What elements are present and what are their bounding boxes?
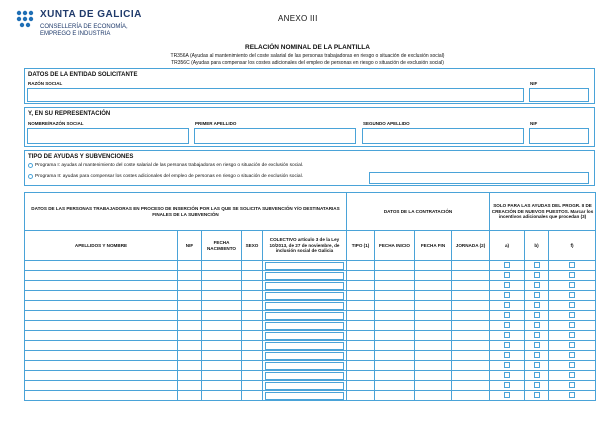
collective-field[interactable] bbox=[265, 392, 344, 400]
cell-type[interactable] bbox=[347, 261, 375, 271]
table-row bbox=[25, 351, 596, 361]
cell-collective[interactable] bbox=[263, 311, 347, 321]
incentive-checkbox-a[interactable] bbox=[504, 282, 510, 288]
org-title: XUNTA DE GALICIA bbox=[40, 9, 142, 20]
collective-field[interactable] bbox=[265, 342, 344, 350]
cell-collective[interactable] bbox=[263, 261, 347, 271]
cell-start[interactable] bbox=[375, 321, 415, 331]
cell-type[interactable] bbox=[347, 341, 375, 351]
cell-day[interactable] bbox=[452, 341, 490, 351]
incentive-checkbox-f[interactable] bbox=[569, 292, 575, 298]
representation-section bbox=[24, 107, 595, 147]
cell-day[interactable] bbox=[452, 361, 490, 371]
collective-field[interactable] bbox=[265, 272, 344, 280]
cell-start[interactable] bbox=[375, 281, 415, 291]
cell-type[interactable] bbox=[347, 321, 375, 331]
rep-surname2-label: SEGUNDO APELLIDO bbox=[363, 121, 410, 126]
table-row bbox=[25, 381, 596, 391]
cell-start[interactable] bbox=[375, 311, 415, 321]
cell-a[interactable] bbox=[490, 331, 525, 341]
cell-collective[interactable] bbox=[263, 301, 347, 311]
cell-start[interactable] bbox=[375, 261, 415, 271]
cell-sex[interactable] bbox=[242, 341, 263, 351]
cell-birth[interactable] bbox=[202, 291, 242, 301]
cell-birth[interactable] bbox=[202, 271, 242, 281]
cell-nif[interactable] bbox=[178, 261, 202, 271]
cell-nif[interactable] bbox=[178, 281, 202, 291]
org-subtitle bbox=[40, 24, 128, 38]
org-sub-line2: EMPREGO E INDUSTRIA bbox=[40, 31, 111, 37]
cell-name[interactable] bbox=[25, 341, 178, 351]
cell-b[interactable] bbox=[525, 291, 549, 301]
cell-day[interactable] bbox=[452, 391, 490, 401]
cell-end[interactable] bbox=[415, 301, 452, 311]
radio-option-2[interactable] bbox=[28, 174, 33, 179]
cell-nif[interactable] bbox=[178, 321, 202, 331]
incentive-checkbox-a[interactable] bbox=[504, 292, 510, 298]
cell-end[interactable] bbox=[415, 331, 452, 341]
radio-option-1[interactable] bbox=[28, 163, 33, 168]
cell-name[interactable] bbox=[25, 331, 178, 341]
cell-end[interactable] bbox=[415, 361, 452, 371]
cell-b[interactable] bbox=[525, 361, 549, 371]
cell-name[interactable] bbox=[25, 281, 178, 291]
form-subtitle-2: TR356C (Ayudas para compensar los costes adicionales del empleo de personas en riesgo o situación de exclusión social) bbox=[171, 60, 444, 66]
cell-sex[interactable] bbox=[242, 381, 263, 391]
cell-birth[interactable] bbox=[202, 321, 242, 331]
cell-birth[interactable] bbox=[202, 301, 242, 311]
incentive-checkbox-f[interactable] bbox=[569, 362, 575, 368]
aid-option-1-label: Programa I: ayudas al mantenimiento del coste salarial de las personas trabajadoras en riesgo o situación de exclusión social. bbox=[35, 163, 304, 168]
collective-field[interactable] bbox=[265, 282, 344, 290]
cell-a[interactable] bbox=[490, 391, 525, 401]
cell-birth[interactable] bbox=[202, 341, 242, 351]
cell-sex[interactable] bbox=[242, 361, 263, 371]
cell-end[interactable] bbox=[415, 351, 452, 361]
cell-f[interactable] bbox=[549, 281, 596, 291]
cell-sex[interactable] bbox=[242, 261, 263, 271]
incentive-checkbox-b[interactable] bbox=[534, 392, 540, 398]
col-sex-header: SEXO bbox=[242, 231, 263, 261]
entity-section-title: DATOS DE LA ENTIDAD SOLICITANTE bbox=[28, 72, 138, 78]
cell-b[interactable] bbox=[525, 301, 549, 311]
aid-option-2-field[interactable] bbox=[369, 172, 589, 184]
cell-nif[interactable] bbox=[178, 311, 202, 321]
cell-f[interactable] bbox=[549, 261, 596, 271]
cell-collective[interactable] bbox=[263, 351, 347, 361]
entity-section bbox=[24, 68, 595, 104]
form-title: RELACIÓN NOMINAL DE LA PLANTILLA bbox=[245, 44, 370, 51]
cell-start[interactable] bbox=[375, 271, 415, 281]
cell-collective[interactable] bbox=[263, 271, 347, 281]
cell-a[interactable] bbox=[490, 281, 525, 291]
cell-day[interactable] bbox=[452, 301, 490, 311]
cell-type[interactable] bbox=[347, 301, 375, 311]
collective-field[interactable] bbox=[265, 332, 344, 340]
collective-field[interactable] bbox=[265, 352, 344, 360]
cell-start[interactable] bbox=[375, 291, 415, 301]
incentive-checkbox-f[interactable] bbox=[569, 312, 575, 318]
cell-end[interactable] bbox=[415, 321, 452, 331]
incentive-checkbox-a[interactable] bbox=[504, 322, 510, 328]
incentive-checkbox-b[interactable] bbox=[534, 352, 540, 358]
cell-f[interactable] bbox=[549, 341, 596, 351]
cell-sex[interactable] bbox=[242, 281, 263, 291]
cell-type[interactable] bbox=[347, 371, 375, 381]
cell-sex[interactable] bbox=[242, 291, 263, 301]
cell-b[interactable] bbox=[525, 341, 549, 351]
cell-b[interactable] bbox=[525, 391, 549, 401]
incentive-checkbox-b[interactable] bbox=[534, 382, 540, 388]
incentive-checkbox-b[interactable] bbox=[534, 362, 540, 368]
incentive-checkbox-f[interactable] bbox=[569, 282, 575, 288]
entity-name-field[interactable] bbox=[27, 88, 524, 102]
cell-type[interactable] bbox=[347, 311, 375, 321]
incentive-checkbox-f[interactable] bbox=[569, 392, 575, 398]
cell-end[interactable] bbox=[415, 391, 452, 401]
incentive-checkbox-f[interactable] bbox=[569, 272, 575, 278]
cell-start[interactable] bbox=[375, 301, 415, 311]
col-start-header: FECHA INICIO bbox=[375, 231, 415, 261]
incentive-checkbox-b[interactable] bbox=[534, 262, 540, 268]
cell-collective[interactable] bbox=[263, 341, 347, 351]
cell-type[interactable] bbox=[347, 331, 375, 341]
cell-end[interactable] bbox=[415, 281, 452, 291]
col-birth-header: FECHA NACIMIENTO bbox=[202, 231, 242, 261]
cell-end[interactable] bbox=[415, 381, 452, 391]
cell-nif[interactable] bbox=[178, 271, 202, 281]
cell-a[interactable] bbox=[490, 371, 525, 381]
cell-b[interactable] bbox=[525, 381, 549, 391]
table-row bbox=[25, 311, 596, 321]
incentive-checkbox-b[interactable] bbox=[534, 342, 540, 348]
cell-name[interactable] bbox=[25, 351, 178, 361]
rep-nif-label: NIF bbox=[530, 121, 538, 126]
cell-name[interactable] bbox=[25, 271, 178, 281]
table-row bbox=[25, 391, 596, 401]
collective-field[interactable] bbox=[265, 312, 344, 320]
incentive-checkbox-f[interactable] bbox=[569, 302, 575, 308]
cell-type[interactable] bbox=[347, 271, 375, 281]
cell-name[interactable] bbox=[25, 361, 178, 371]
rep-surname2-field[interactable] bbox=[362, 128, 524, 144]
cell-day[interactable] bbox=[452, 311, 490, 321]
cell-a[interactable] bbox=[490, 361, 525, 371]
cell-a[interactable] bbox=[490, 351, 525, 361]
cell-type[interactable] bbox=[347, 281, 375, 291]
form-subtitle-1: TR356A (Ayudas al mantenimiento del coste salarial de las personas trabajadoras en riesgo o situación de exclusión social) bbox=[170, 53, 445, 59]
cell-birth[interactable] bbox=[202, 381, 242, 391]
incentive-checkbox-f[interactable] bbox=[569, 342, 575, 348]
table-row bbox=[25, 281, 596, 291]
cell-a[interactable] bbox=[490, 271, 525, 281]
cell-a[interactable] bbox=[490, 261, 525, 271]
cell-sex[interactable] bbox=[242, 331, 263, 341]
cell-collective[interactable] bbox=[263, 361, 347, 371]
cell-nif[interactable] bbox=[178, 381, 202, 391]
cell-day[interactable] bbox=[452, 371, 490, 381]
incentive-checkbox-b[interactable] bbox=[534, 282, 540, 288]
cell-birth[interactable] bbox=[202, 361, 242, 371]
cell-day[interactable] bbox=[452, 331, 490, 341]
workers-table bbox=[24, 192, 596, 401]
cell-sex[interactable] bbox=[242, 311, 263, 321]
incentive-checkbox-b[interactable] bbox=[534, 272, 540, 278]
cell-sex[interactable] bbox=[242, 351, 263, 361]
rep-name-label: NOMBRE/RAZÓN SOCIAL bbox=[28, 121, 84, 126]
cell-day[interactable] bbox=[452, 271, 490, 281]
org-sub-line1: CONSELLERÍA DE ECONOMÍA, bbox=[40, 24, 128, 30]
cell-collective[interactable] bbox=[263, 371, 347, 381]
cell-name[interactable] bbox=[25, 391, 178, 401]
entity-nif-field[interactable] bbox=[529, 88, 589, 102]
annex-label: ANEXO III bbox=[278, 14, 318, 23]
cell-day[interactable] bbox=[452, 281, 490, 291]
cell-b[interactable] bbox=[525, 261, 549, 271]
incentive-checkbox-f[interactable] bbox=[569, 352, 575, 358]
incentive-checkbox-f[interactable] bbox=[569, 332, 575, 338]
cell-birth[interactable] bbox=[202, 311, 242, 321]
collective-field[interactable] bbox=[265, 372, 344, 380]
workers-table-body bbox=[25, 261, 596, 401]
rep-name-field[interactable] bbox=[27, 128, 189, 144]
cell-name[interactable] bbox=[25, 301, 178, 311]
incentive-checkbox-f[interactable] bbox=[569, 382, 575, 388]
cell-f[interactable] bbox=[549, 331, 596, 341]
cell-birth[interactable] bbox=[202, 261, 242, 271]
cell-name[interactable] bbox=[25, 371, 178, 381]
table-row bbox=[25, 261, 596, 271]
cell-birth[interactable] bbox=[202, 331, 242, 341]
cell-f[interactable] bbox=[549, 371, 596, 381]
xunta-emblem-icon bbox=[14, 8, 36, 30]
cell-a[interactable] bbox=[490, 311, 525, 321]
col-a-header: a) bbox=[490, 231, 525, 261]
cell-collective[interactable] bbox=[263, 281, 347, 291]
collective-field[interactable] bbox=[265, 302, 344, 310]
aid-type-section bbox=[24, 150, 595, 186]
incentive-checkbox-a[interactable] bbox=[504, 262, 510, 268]
cell-f[interactable] bbox=[549, 321, 596, 331]
cell-collective[interactable] bbox=[263, 331, 347, 341]
representation-section-title: Y, EN SU REPRESENTACIÓN bbox=[28, 111, 111, 117]
incentive-checkbox-b[interactable] bbox=[534, 322, 540, 328]
cell-b[interactable] bbox=[525, 321, 549, 331]
cell-f[interactable] bbox=[549, 291, 596, 301]
cell-b[interactable] bbox=[525, 351, 549, 361]
incentive-checkbox-a[interactable] bbox=[504, 362, 510, 368]
cell-nif[interactable] bbox=[178, 351, 202, 361]
cell-name[interactable] bbox=[25, 321, 178, 331]
collective-field[interactable] bbox=[265, 362, 344, 370]
incentive-checkbox-a[interactable] bbox=[504, 342, 510, 348]
cell-nif[interactable] bbox=[178, 391, 202, 401]
entity-nif-label: NIF bbox=[530, 81, 538, 86]
aid-option-1[interactable] bbox=[28, 163, 303, 168]
incentive-checkbox-a[interactable] bbox=[504, 352, 510, 358]
cell-a[interactable] bbox=[490, 341, 525, 351]
cell-birth[interactable] bbox=[202, 281, 242, 291]
cell-sex[interactable] bbox=[242, 301, 263, 311]
cell-name[interactable] bbox=[25, 311, 178, 321]
collective-field[interactable] bbox=[265, 322, 344, 330]
cell-end[interactable] bbox=[415, 371, 452, 381]
cell-collective[interactable] bbox=[263, 291, 347, 301]
cell-nif[interactable] bbox=[178, 301, 202, 311]
table-row bbox=[25, 361, 596, 371]
col-b-header: b) bbox=[525, 231, 549, 261]
cell-name[interactable] bbox=[25, 381, 178, 391]
incentive-checkbox-a[interactable] bbox=[504, 272, 510, 278]
aid-option-2[interactable] bbox=[28, 174, 303, 179]
cell-birth[interactable] bbox=[202, 351, 242, 361]
col-collective-header: COLECTIVO artículo 3 de la Ley 10/2013, de 27 de noviembre, de inclusión social de Galicia bbox=[263, 231, 347, 261]
table-row bbox=[25, 301, 596, 311]
cell-a[interactable] bbox=[490, 381, 525, 391]
incentive-checkbox-f[interactable] bbox=[569, 372, 575, 378]
table-row bbox=[25, 321, 596, 331]
cell-birth[interactable] bbox=[202, 371, 242, 381]
cell-a[interactable] bbox=[490, 301, 525, 311]
rep-surname1-field[interactable] bbox=[194, 128, 356, 144]
cell-b[interactable] bbox=[525, 331, 549, 341]
col-f-header: f) bbox=[549, 231, 596, 261]
table-row bbox=[25, 291, 596, 301]
entity-name-label: RAZÓN SOCIAL bbox=[28, 81, 63, 86]
cell-day[interactable] bbox=[452, 351, 490, 361]
incentive-checkbox-a[interactable] bbox=[504, 302, 510, 308]
cell-sex[interactable] bbox=[242, 371, 263, 381]
incentive-checkbox-a[interactable] bbox=[504, 312, 510, 318]
cell-day[interactable] bbox=[452, 261, 490, 271]
cell-end[interactable] bbox=[415, 261, 452, 271]
incentive-checkbox-b[interactable] bbox=[534, 372, 540, 378]
cell-start[interactable] bbox=[375, 391, 415, 401]
incentive-checkbox-a[interactable] bbox=[504, 382, 510, 388]
cell-b[interactable] bbox=[525, 281, 549, 291]
cell-birth[interactable] bbox=[202, 391, 242, 401]
cell-type[interactable] bbox=[347, 381, 375, 391]
cell-type[interactable] bbox=[347, 361, 375, 371]
incentive-checkbox-b[interactable] bbox=[534, 292, 540, 298]
cell-start[interactable] bbox=[375, 361, 415, 371]
collective-field[interactable] bbox=[265, 262, 344, 270]
cell-start[interactable] bbox=[375, 371, 415, 381]
cell-collective[interactable] bbox=[263, 381, 347, 391]
incentives-group-header: SOLO PARA LAS AYUDAS DEL PROGR. II DE CREACIÓN DE NUEVOS PUESTOS. Marcar los incentivos adicionales que procedan (3) bbox=[490, 193, 596, 231]
cell-name[interactable] bbox=[25, 261, 178, 271]
cell-nif[interactable] bbox=[178, 361, 202, 371]
cell-type[interactable] bbox=[347, 391, 375, 401]
cell-type[interactable] bbox=[347, 351, 375, 361]
cell-f[interactable] bbox=[549, 351, 596, 361]
col-name-header: APELLIDOS Y NOMBRE bbox=[25, 231, 178, 261]
cell-end[interactable] bbox=[415, 341, 452, 351]
incentive-checkbox-b[interactable] bbox=[534, 312, 540, 318]
col-day-header: JORNADA (2) bbox=[452, 231, 490, 261]
cell-nif[interactable] bbox=[178, 331, 202, 341]
table-row bbox=[25, 371, 596, 381]
cell-sex[interactable] bbox=[242, 321, 263, 331]
aid-option-2-label: Programa II: ayudas para compensar los costes adicionales del empleo de personas en riesgo o situación de exclusión social. bbox=[35, 174, 303, 179]
cell-day[interactable] bbox=[452, 381, 490, 391]
incentive-checkbox-a[interactable] bbox=[504, 372, 510, 378]
cell-sex[interactable] bbox=[242, 271, 263, 281]
cell-day[interactable] bbox=[452, 291, 490, 301]
cell-f[interactable] bbox=[549, 391, 596, 401]
rep-surname1-label: PRIMER APELLIDO bbox=[195, 121, 237, 126]
table-row bbox=[25, 271, 596, 281]
cell-start[interactable] bbox=[375, 331, 415, 341]
collective-field[interactable] bbox=[265, 292, 344, 300]
col-end-header: FECHA FIN bbox=[415, 231, 452, 261]
workers-group-header: DATOS DE LAS PERSONAS TRABAJADORAS EN PROCESO DE INSERCIÓN POR LAS QUE SE SOLICITA SUBVENCIÓN Y/O DESTINATARIAS FINALES DE LA SUBVENCIÓN bbox=[25, 193, 347, 231]
incentive-checkbox-f[interactable] bbox=[569, 262, 575, 268]
cell-type[interactable] bbox=[347, 291, 375, 301]
incentive-checkbox-b[interactable] bbox=[534, 332, 540, 338]
table-row bbox=[25, 341, 596, 351]
cell-b[interactable] bbox=[525, 311, 549, 321]
collective-field[interactable] bbox=[265, 382, 344, 390]
cell-a[interactable] bbox=[490, 321, 525, 331]
cell-f[interactable] bbox=[549, 301, 596, 311]
incentive-checkbox-b[interactable] bbox=[534, 302, 540, 308]
incentive-checkbox-a[interactable] bbox=[504, 392, 510, 398]
table-row bbox=[25, 331, 596, 341]
cell-f[interactable] bbox=[549, 271, 596, 281]
cell-f[interactable] bbox=[549, 311, 596, 321]
cell-end[interactable] bbox=[415, 311, 452, 321]
cell-day[interactable] bbox=[452, 321, 490, 331]
xunta-logo bbox=[14, 8, 142, 48]
cell-nif[interactable] bbox=[178, 341, 202, 351]
col-nif-header: NIF bbox=[178, 231, 202, 261]
cell-b[interactable] bbox=[525, 271, 549, 281]
cell-end[interactable] bbox=[415, 291, 452, 301]
cell-name[interactable] bbox=[25, 291, 178, 301]
cell-collective[interactable] bbox=[263, 391, 347, 401]
cell-collective[interactable] bbox=[263, 321, 347, 331]
cell-f[interactable] bbox=[549, 381, 596, 391]
cell-end[interactable] bbox=[415, 271, 452, 281]
cell-sex[interactable] bbox=[242, 391, 263, 401]
incentive-checkbox-a[interactable] bbox=[504, 332, 510, 338]
cell-start[interactable] bbox=[375, 341, 415, 351]
col-type-header: TIPO (1) bbox=[347, 231, 375, 261]
contract-group-header: DATOS DE LA CONTRATACIÓN bbox=[347, 193, 490, 231]
cell-start[interactable] bbox=[375, 351, 415, 361]
cell-nif[interactable] bbox=[178, 291, 202, 301]
cell-b[interactable] bbox=[525, 371, 549, 381]
cell-f[interactable] bbox=[549, 361, 596, 371]
aid-type-section-title: TIPO DE AYUDAS Y SUBVENCIONES bbox=[28, 154, 134, 160]
rep-nif-field[interactable] bbox=[529, 128, 589, 144]
incentive-checkbox-f[interactable] bbox=[569, 322, 575, 328]
cell-nif[interactable] bbox=[178, 371, 202, 381]
cell-a[interactable] bbox=[490, 291, 525, 301]
cell-start[interactable] bbox=[375, 381, 415, 391]
